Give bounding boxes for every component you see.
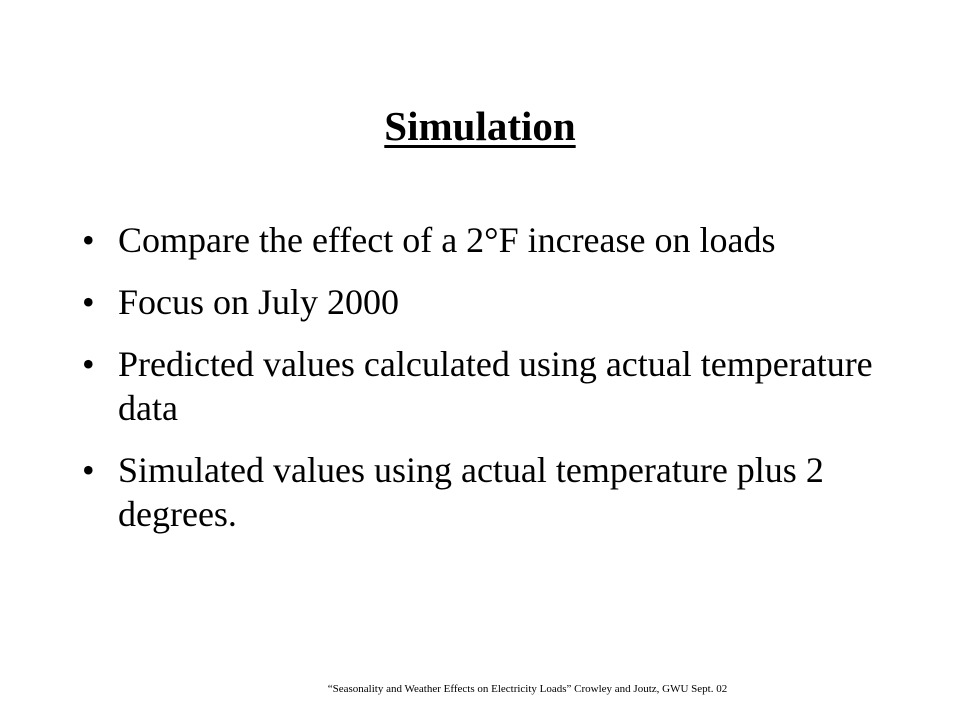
bullet-icon: • bbox=[82, 220, 95, 260]
bullet-list bbox=[80, 218, 880, 554]
bullet-text: Simulated values using actual temperature plus 2 degrees. bbox=[118, 450, 824, 534]
bullet-icon: • bbox=[82, 450, 95, 490]
bullet-icon: • bbox=[82, 344, 95, 384]
bullet-item bbox=[80, 280, 880, 324]
bullet-text: Compare the effect of a 2°F increase on loads bbox=[118, 220, 776, 260]
bullet-item bbox=[80, 342, 880, 430]
slide-footer: “Seasonality and Weather Effects on Electricity Loads” Crowley and Joutz, GWU Sept. 02 bbox=[327, 683, 728, 695]
slide-title: Simulation bbox=[384, 103, 576, 149]
bullet-text: Focus on July 2000 bbox=[118, 282, 400, 322]
bullet-item bbox=[80, 218, 880, 262]
bullet-text: Predicted values calculated using actual temperature data bbox=[118, 344, 873, 428]
bullet-item bbox=[80, 448, 880, 536]
bullet-icon: • bbox=[82, 282, 95, 322]
